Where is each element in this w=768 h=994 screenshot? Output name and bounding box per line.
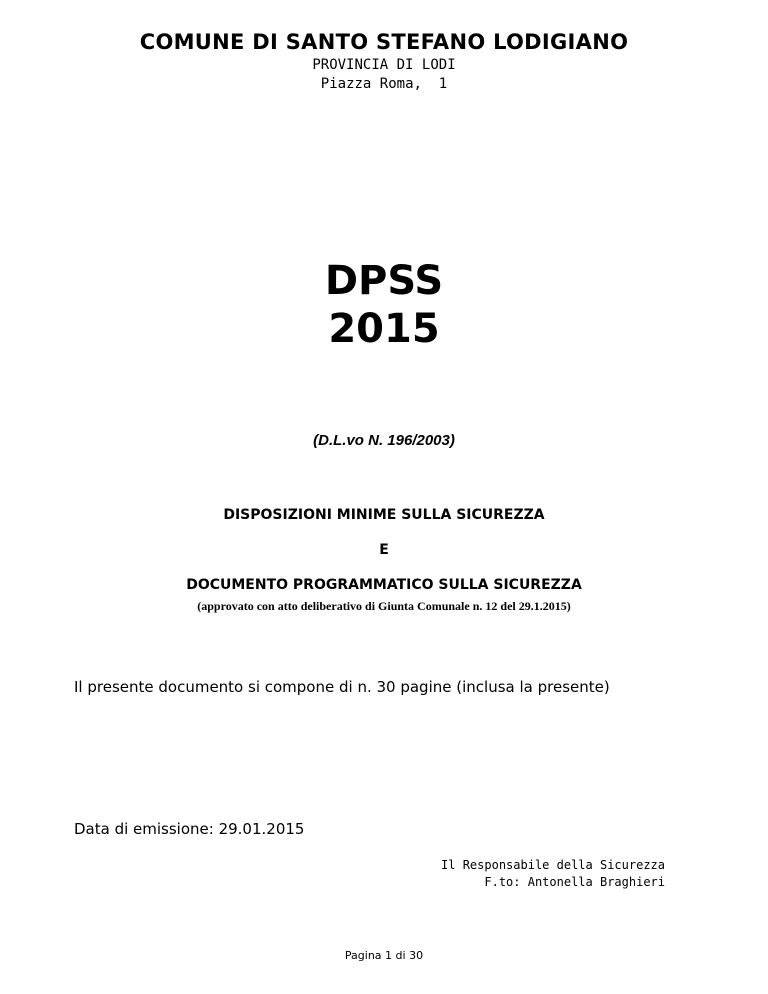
section-heading-minimum-security: DISPOSIZIONI MINIME SULLA SICUREZZA	[223, 507, 545, 523]
document-title-line2: 2015	[328, 306, 440, 352]
section-heading-security-program: DOCUMENTO PROGRAMMATICO SULLA SICUREZZA	[186, 577, 582, 593]
signature-role: Il Responsabile della Sicurezza	[441, 858, 665, 872]
province-label: PROVINCIA DI LODI	[312, 57, 456, 73]
document-title-line1: DPSS	[324, 258, 444, 304]
signature-name: F.to: Antonella Braghieri	[484, 875, 665, 889]
law-reference: (D.L.vo N. 196/2003)	[313, 432, 455, 449]
page-count-statement: Il presente documento si compone di n. 30 pagine (inclusa la presente)	[74, 678, 610, 696]
address-label: Piazza Roma, 1	[320, 76, 448, 92]
section-connector: E	[379, 542, 389, 558]
municipality-title: COMUNE DI SANTO STEFANO LODIGIANO	[139, 30, 629, 54]
approval-note: (approvato con atto deliberativo di Giunta Comunale n. 12 del 29.1.2015)	[197, 599, 571, 613]
issue-date: Data di emissione: 29.01.2015	[74, 820, 305, 838]
page-number-footer: Pagina 1 di 30	[344, 949, 424, 962]
